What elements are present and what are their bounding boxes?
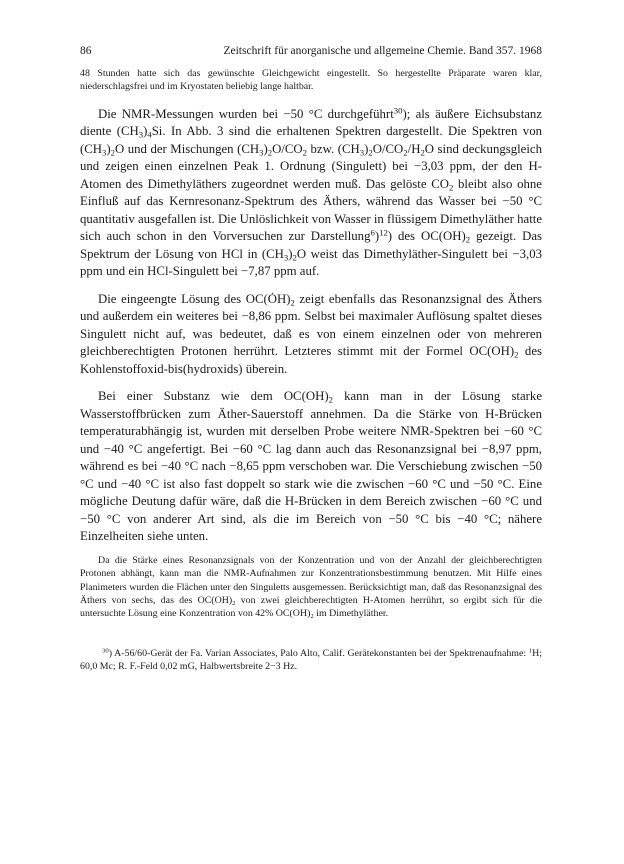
paragraph-concentrated-solution	[80, 291, 542, 379]
text-run: )	[374, 229, 380, 244]
subscript: 2	[368, 147, 373, 158]
text-run: bzw. (CH	[307, 141, 360, 156]
text-run: von zwei gleichberechtigten H-Atomen herrührt, so ergibt sich für die untersuchte Lösung eine Konzentration von 42% OC(OH)	[80, 595, 543, 620]
intro-paragraph	[80, 67, 542, 94]
subscript: 2	[310, 613, 314, 621]
subscript: 3	[259, 147, 264, 158]
text-run: O sind deckungsgleich und zeigen einen einzelnen Peak 1. Ordnung (Singulett) bei −3,03 ppm, der den H-Atomen des Dimethyläthers zugeordnet werden muß. Das gelöste CO	[80, 141, 542, 191]
subscript: 2	[420, 147, 425, 158]
text-run: ) des OC(OH)	[387, 229, 466, 244]
subscript: 3	[102, 147, 107, 158]
subscript: 2	[514, 349, 519, 360]
text-run: ); als äußere Eichsubstanz diente (CH	[80, 106, 543, 139]
subscript: 2	[465, 234, 471, 245]
subscript: 3	[138, 129, 144, 140]
subscript: 2	[328, 394, 333, 405]
paragraph-nmr-measurements	[80, 106, 542, 281]
superscript: 1	[528, 647, 533, 655]
journal-title: Zeitschrift für anorganische und allgemeine Chemie. Band 357. 1968	[223, 45, 542, 57]
text-run: kann man in der Lösung starke Wasserstoffbrücken zum Äther-Sauerstoff annehmen. Da die Stärke von H-Brücken temperaturabhängig ist, wurden mit derselben Probe weitere NMR-Spektren bei −60 °C und −40 °C angefertigt. Bei −60 °C lag dann auch das Resonanzsignal bei −8,97 ppm, während es bei −40 °C nach −8,65 ppm verschoben war. Die Verschiebung zwischen −50 °C und −40 °C ist also fast doppelt so stark wie die zwischen −60 °C und −50 °C. Eine mögliche Deutung dafür wäre, daß die H-Brücken in dem Bereich zwischen −60 °C und −50 °C von anderer Art sind, als die im Bereich von −50 °C bis −40 °C; nähere Einzelheiten siehe unten.	[80, 389, 543, 544]
subscript: 2	[290, 297, 295, 308]
journal-page	[80, 44, 542, 674]
subscript: 2	[403, 147, 408, 158]
text-run: O und der Mischungen (CH	[115, 141, 260, 156]
text-run: gezeigt. Das Spektrum der Lösung von HCl in (CH	[80, 229, 542, 261]
text-run: zeigt ebenfalls das Resonanzsignal des Äthers und außerdem ein weiteres bei −8,86 ppm. Selbst bei maximaler Auflösung spaltet dieses Singulett nicht auf, was bedeutet, daß es von einem einzelnen oder von mehreren gleichberechtigten Protonen herrührt. Letzteres stimmt mit der Formel OC(OH)	[80, 291, 542, 359]
text-run: )	[143, 124, 148, 139]
footnote-ref-12: 12	[379, 227, 388, 238]
footnote-ref-6: 6	[370, 227, 375, 238]
running-header	[80, 44, 542, 58]
footnote-ref-30: 30	[393, 105, 403, 116]
intro-text: 48 Stunden hatte sich das gewünschte Gleichgewicht eingestellt. So hergestellte Präparate waren klar, niederschlagsfrei und im Kryostaten beliebig lange haltbar.	[80, 68, 542, 93]
text-run: )	[263, 141, 268, 156]
text-run: O/CO	[272, 141, 303, 156]
subscript: 2	[292, 252, 297, 263]
text-run: /H	[407, 141, 421, 156]
text-run: des Kohlenstoffoxid-bis(hydroxids) überein.	[80, 344, 542, 376]
paragraph-hydrogen-bonds	[80, 388, 542, 546]
subscript: 2	[232, 599, 236, 607]
text-run: ) A-56/60-Gerät der Fa. Varian Associates, Palo Alto, Calif. Gerätekonstanten bei der Spektrenaufnahme:	[108, 647, 529, 659]
subscript: 4	[147, 129, 152, 140]
footnote-30	[80, 647, 542, 674]
subscript: 3	[359, 147, 365, 158]
text-run: Si. In Abb. 3 sind die erhaltenen Spektren dargestellt. Die Spektren von (CH	[80, 124, 542, 156]
text-run: im Dimethyläther.	[313, 608, 389, 620]
text-run: )	[288, 246, 293, 261]
note-concentration	[80, 554, 542, 621]
text-run: O weist das Dimethyläther-Singulett bei −3,03 ppm und ein HCl-Singulett bei −7,87 ppm auf.	[80, 246, 542, 279]
footnote-marker: 30	[102, 647, 109, 655]
text-run: Die NMR-Messungen wurden bei −50 °C durchgeführt	[98, 106, 394, 121]
text-run: )	[364, 141, 369, 156]
text-run: H; 60,0 Mc; R. F.-Feld 0,02 mG, Halbwertsbreite 2−3 Hz.	[80, 647, 542, 673]
subscript: 2	[448, 182, 454, 193]
subscript: 3	[283, 252, 289, 263]
subscript: 2	[110, 147, 115, 158]
subscript: 2	[267, 147, 273, 158]
subscript: 2	[302, 147, 308, 158]
page-number: 86	[80, 45, 92, 57]
text-run: bleibt also ohne Einfluß auf das Kernresonanz-Spektrum des Äthers, während das Wasser bei −50 °C quantitativ ausgefallen ist. Die Unlöslichkeit von Wasser in flüssigem Dimethyläther hatte sich auch schon in den Vorversuchen zur Darstellung	[80, 176, 542, 244]
text-run: Da die Stärke eines Resonanzsignals von der Konzentration und von der Anzahl der gleichberechtigten Protonen abhängt, kann man die NMR-Aufnahmen zur Konzentrationsbestimmung benutzen. Mit Hilfe eines Planimeters wurden die Flächen unter den Singuletts ausgemessen. Berücksichtigt man, daß das Resonanzsignal des Äthers von sechs, das des OC(OH)	[80, 554, 542, 607]
text-run: Die eingeengte Lösung des OC(ȮH)	[98, 291, 291, 306]
text-run: O/CO	[372, 141, 404, 156]
text-run: Bei einer Substanz wie dem OC(OH)	[98, 389, 329, 404]
text-run: )	[106, 141, 111, 156]
